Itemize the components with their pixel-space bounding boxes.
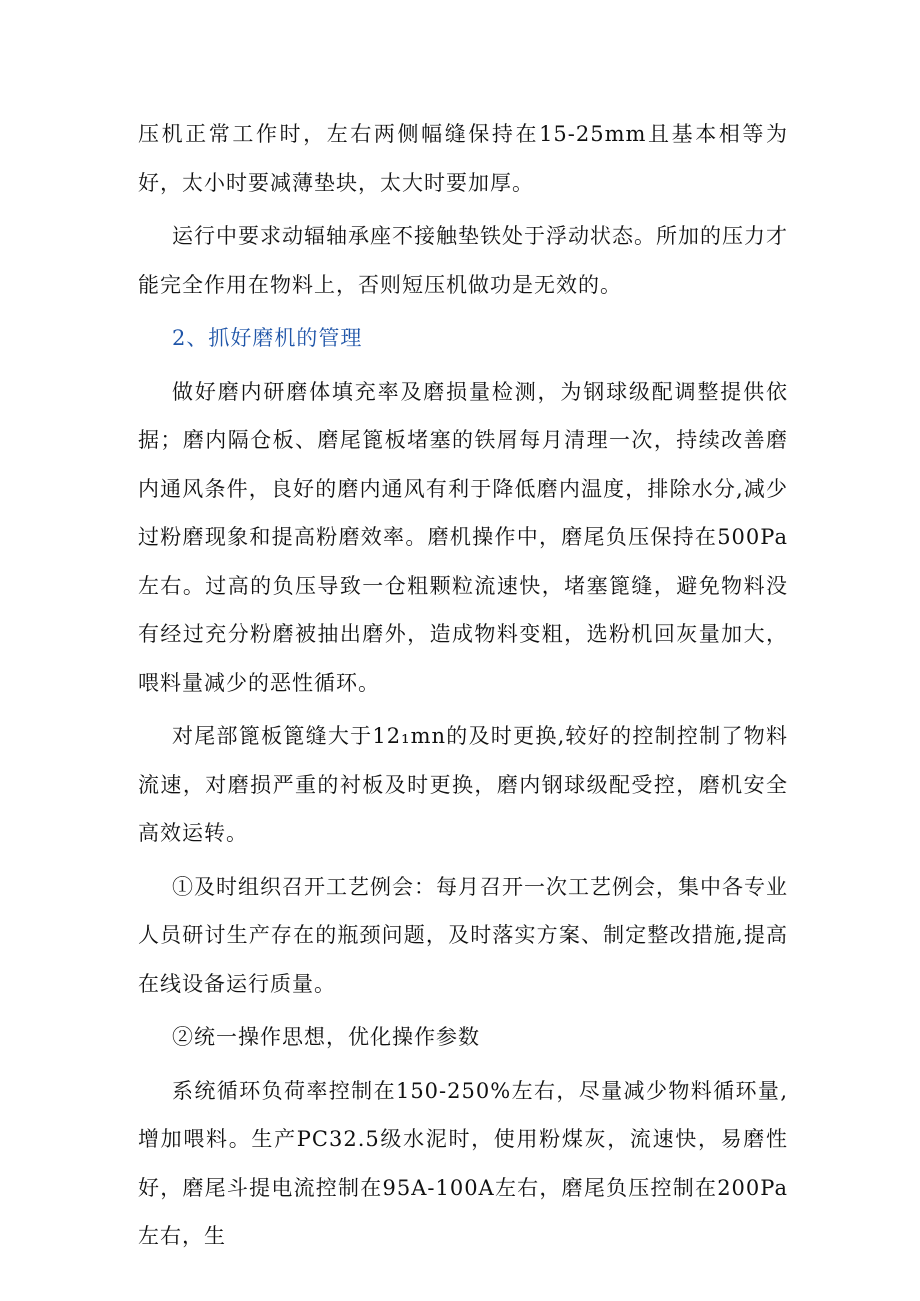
paragraph-5: ①及时组织召开工艺例会：每月召开一次工艺例会，集中各专业人员研讨生产存在的瓶颈问题，及时落实方案、制定整改措施,提高在线设备运行质量。 [138,874,788,996]
paragraph-7: 系统循环负荷率控制在150-250%左右，尽量减少物料循环量,增加喂料。生产PC32.5级水泥时，使用粉煤灰，流速快，易磨性好，磨尾斗提电流控制在95A-100A左右，磨尾负压控制在200Pa左右，生 [138,1078,788,1248]
paragraph-2: 运行中要求动辐轴承座不接触垫铁处于浮动状态。所加的压力才能完全作用在物料上，否则短压机做功是无效的。 [138,224,788,297]
paragraph-4: 对尾部篦板篦缝大于12₁mn的及时更换,较好的控制控制了物料流速，对磨损严重的衬板及时更换，磨内钢球级配受控，磨机安全高效运转。 [138,724,788,845]
document-page [138,110,788,1266]
paragraph-6: ②统一操作思想，优化操作参数 [172,1025,480,1049]
paragraph-3: 做好磨内研磨体填充率及磨损量检测，为钢球级配调整提供依据；磨内隔仓板、磨尾篦板堵塞的铁屑每月清理一次，持续改善磨内通风条件，良好的磨内通风有利于降低磨内温度，排除水分,减少过粉磨现象和提高粉磨效率。磨机操作中，磨尾负压保持在500Pa左右。过高的负压导致一仓粗颗粒流速快，堵塞篦缝，避免物料没有经过充分粉磨被抽出磨外，造成物料变粗，选粉机回灰量加大，喂料量减少的恶性循环。 [138,379,788,695]
paragraph-1: 压机正常工作时，左右两侧幅缝保持在15-25mm且基本相等为好，太小时要减薄垫块，太大时要加厚。 [138,122,788,195]
section-heading: 2、抓好磨机的管理 [172,326,363,350]
